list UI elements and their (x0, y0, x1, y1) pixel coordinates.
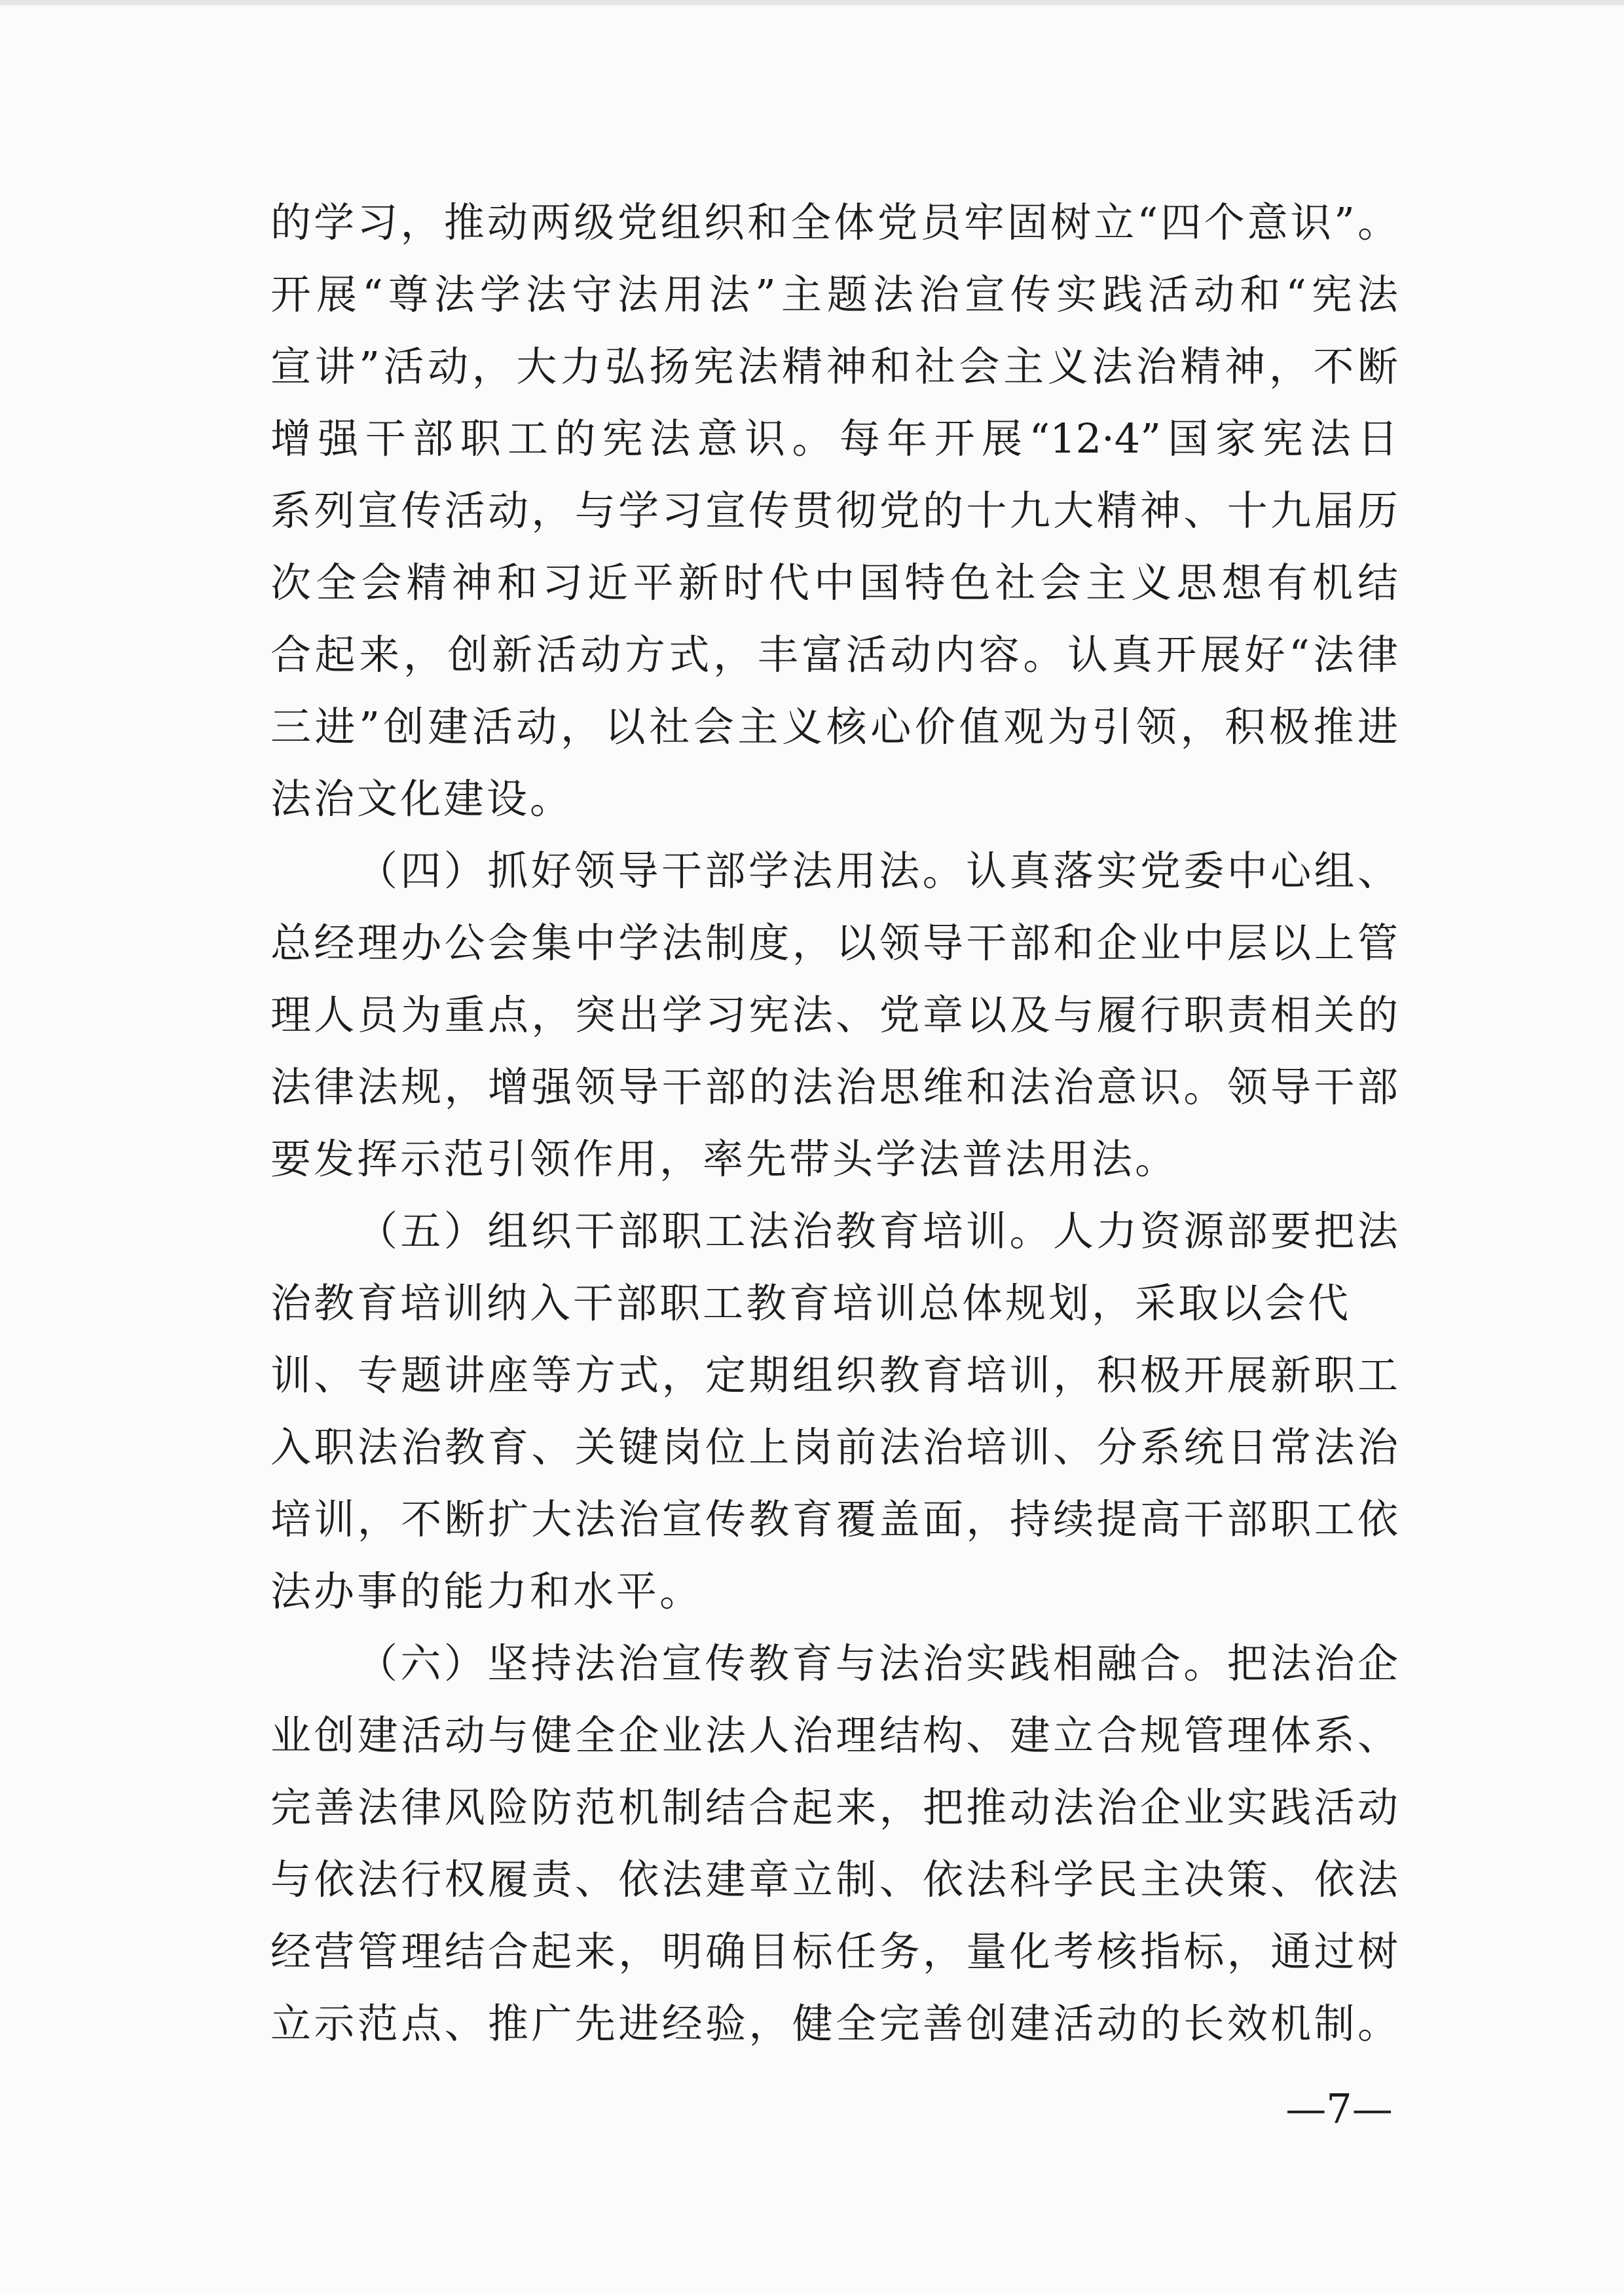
text-line: 训、专题讲座等方式，定期组织教育培训，积极开展新职工 (270, 1351, 1398, 1399)
text-line: 总经理办公会集中学法制度，以领导干部和企业中层以上管 (270, 919, 1398, 967)
text-line: 完善法律风险防范机制结合起来，把推动法治企业实践活动 (270, 1783, 1398, 1831)
text-line: 系列宣传活动，与学习宣传贯彻党的十九大精神、十九届历 (270, 487, 1398, 534)
section-heading-line: （四）抓好领导干部学法用法。认真落实党委中心组、 (357, 847, 1398, 895)
paragraph-section-5 (270, 1195, 1398, 1628)
text-line: 治教育培训纳入干部职工教育培训总体规划，采取以会代 (270, 1279, 1352, 1327)
paragraph-section-4 (270, 835, 1398, 1195)
section-heading-line: （五）组织干部职工法治教育培训。人力资源部要把法 (357, 1207, 1398, 1255)
text-line: 培训，不断扩大法治宣传教育覆盖面，持续提高干部职工依 (270, 1495, 1398, 1543)
text-line: 入职法治教育、关键岗位上岗前法治培训、分系统日常法治 (270, 1423, 1398, 1471)
page-number: —7— (1285, 2085, 1393, 2133)
text-line: 与依法行权履责、依法建章立制、依法科学民主决策、依法 (270, 1856, 1398, 1903)
section-heading-line: （六）坚持法治宣传教育与法治实践相融合。把法治企 (357, 1639, 1398, 1687)
paragraph-section-6 (270, 1628, 1398, 2060)
text-line: 法办事的能力和水平。 (270, 1567, 703, 1615)
text-line: 的学习，推动两级党组织和全体党员牢固树立“四个意识”。 (270, 198, 1398, 246)
text-line: 经营管理结合起来，明确目标任务，量化考核指标，通过树 (270, 1928, 1398, 1975)
text-line: 理人员为重点，突出学习宪法、党章以及与履行职责相关的 (270, 991, 1398, 1039)
text-line: 合起来，创新活动方式，丰富活动内容。认真开展好“法律 (270, 631, 1398, 679)
text-line: 增强干部职工的宪法意识。每年开展“12·4”国家宪法日 (270, 415, 1398, 462)
text-line: 业创建活动与健全企业法人治理结构、建立合规管理体系、 (270, 1711, 1398, 1759)
text-line: 立示范点、推广先进经验，健全完善创建活动的长效机制。 (270, 2000, 1398, 2047)
text-line: 开展“尊法学法守法用法”主题法治宣传实践活动和“宪法 (270, 271, 1398, 318)
text-line: 法律法规，增强领导干部的法治思维和法治意识。领导干部 (270, 1063, 1398, 1111)
paragraph-continuation (270, 187, 1398, 835)
text-line: 要发挥示范引领作用，率先带头学法普法用法。 (270, 1135, 1179, 1183)
text-line: 宣讲”活动，大力弘扬宪法精神和社会主义法治精神，不断 (270, 343, 1398, 390)
text-line: 三进”创建活动，以社会主义核心价值观为引领，积极推进 (270, 703, 1398, 751)
text-line: 法治文化建设。 (270, 775, 574, 823)
document-body (270, 187, 1398, 2060)
scan-edge (0, 0, 1624, 5)
text-line: 次全会精神和习近平新时代中国特色社会主义思想有机结 (270, 559, 1398, 606)
